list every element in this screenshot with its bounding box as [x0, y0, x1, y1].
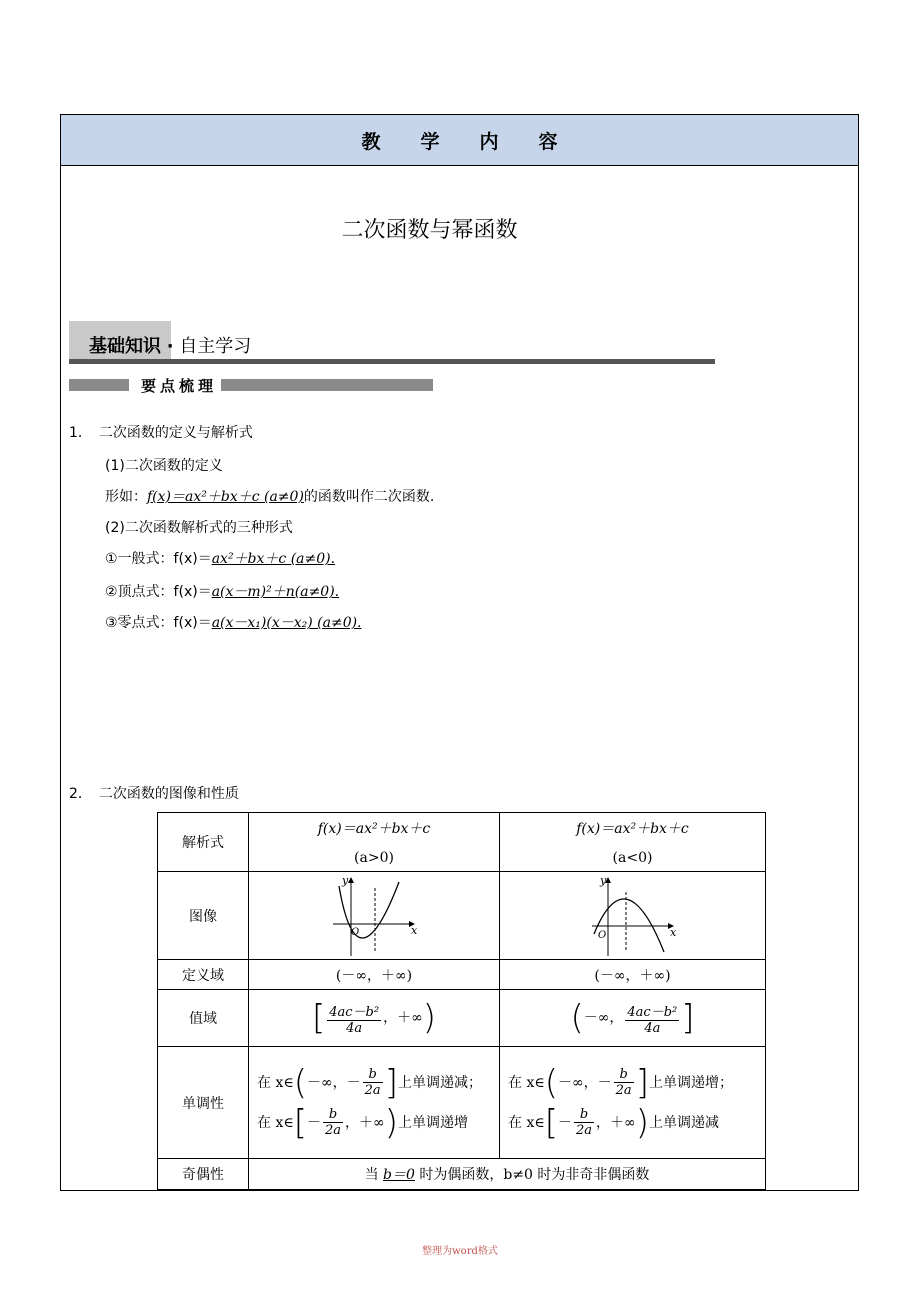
range-left: [ $\frac{\text{4ac－b²}}{4a}$ ，＋∞): [249, 990, 500, 1047]
section-normal: 自主学习: [179, 336, 252, 357]
row-label: 单调性: [158, 1047, 249, 1159]
graph-cell-right: [500, 872, 766, 960]
parity-cell: 当 b＝0 时为偶函数，b≠0 时为非奇非偶函数: [249, 1159, 766, 1190]
formula-general: [105, 548, 335, 568]
header-title: 教学内容: [361, 130, 598, 153]
monotonicity-left: 在 x∈(－∞，－ $\frac{b}{2a}$ ]上单调递减； 在 x∈[－ $\frac{b}{2a}$ ，＋∞)上单调递增: [249, 1047, 500, 1159]
table-row: [158, 960, 766, 990]
row-label: 图像: [158, 872, 249, 960]
section-bar: [69, 321, 715, 363]
monotonicity-right: 在 x∈(－∞，－ $\frac{b}{2a}$ ]上单调递增； 在 x∈[－ $\frac{b}{2a}$ ，＋∞)上单调递减: [500, 1047, 766, 1159]
formula-vertex-label: ②顶点式：f(x)＝: [105, 584, 212, 600]
item1-p2-formula: f(x)＝ax²＋bx＋c (a≠0): [147, 489, 304, 505]
graph-cell-left: [249, 872, 500, 960]
domain-right: (－∞，＋∞): [500, 960, 766, 990]
table-row: [158, 872, 766, 960]
range-right: (－∞， $\frac{\text{4ac－b²}}{4a}$ ]: [500, 990, 766, 1047]
svg-text:y: y: [599, 873, 606, 887]
section-bold: 基础知识: [89, 336, 161, 357]
item1-p3: (2)二次函数解析式的三种形式: [105, 520, 293, 536]
formula-zero-label: ③零点式：f(x)＝: [105, 615, 212, 631]
item1-heading: 1． 二次函数的定义与解析式: [69, 425, 253, 441]
formula-zero: [105, 612, 362, 632]
item1-p2-suffix: 的函数叫作二次函数.: [303, 489, 435, 505]
section-dot: ·: [166, 336, 174, 357]
formula-vertex-value: a(x－m)²＋n(a≠0).: [211, 584, 340, 600]
item2-heading: 2． 二次函数的图像和性质: [69, 786, 239, 802]
item1-p2-prefix: 形如：: [105, 489, 147, 505]
formula-vertex: [105, 581, 339, 601]
properties-table: [157, 812, 766, 1190]
header-band: [61, 115, 858, 166]
page-title: 二次函数与幂函数: [341, 218, 518, 243]
row-label: 奇偶性: [158, 1159, 249, 1190]
parabola-down-graph: [588, 874, 678, 958]
table-row: [158, 1159, 766, 1190]
item1-p1: (1)二次函数的定义: [105, 458, 223, 474]
formula-general-value: ax²＋bx＋c (a≠0).: [211, 551, 336, 567]
table-row: [158, 813, 766, 872]
content-frame: [60, 114, 859, 1191]
table-row: [158, 990, 766, 1047]
item1-p2: [105, 486, 434, 506]
svg-text:x: x: [669, 925, 676, 939]
formula-cell-left: f(x)＝ax²＋bx＋c (a>0): [249, 813, 500, 872]
formula-cell-right: f(x)＝ax²＋bx＋c (a<0): [500, 813, 766, 872]
svg-text:y: y: [342, 873, 349, 887]
row-label: 值域: [158, 990, 249, 1047]
parabola-up-graph: [329, 874, 419, 958]
formula-general-label: ①一般式：f(x)＝: [105, 551, 212, 567]
formula-zero-value: a(x－x₁)(x－x₂) (a≠0).: [211, 615, 362, 631]
svg-text:O: O: [597, 929, 606, 941]
subsection-title: 要点梳理: [141, 377, 218, 395]
subsection-bar: [69, 377, 433, 393]
footer-note: 整理为word格式: [422, 1246, 498, 1257]
svg-text:O: O: [351, 926, 360, 938]
row-label: 定义域: [158, 960, 249, 990]
table-row: [158, 1047, 766, 1159]
row-label: 解析式: [158, 813, 249, 872]
domain-left: (－∞，＋∞): [249, 960, 500, 990]
svg-text:x: x: [411, 923, 418, 937]
